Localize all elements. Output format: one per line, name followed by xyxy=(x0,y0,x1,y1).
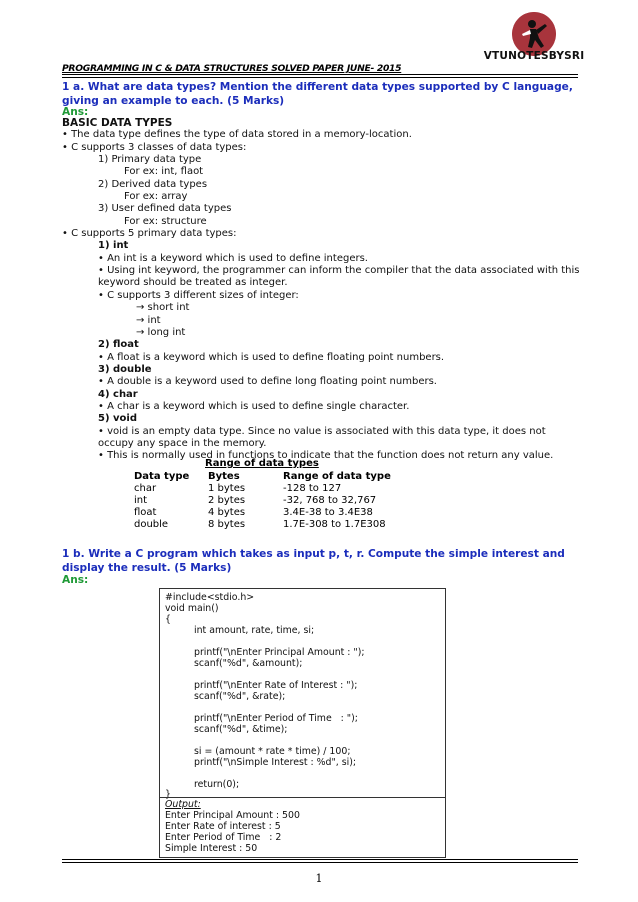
text-line: • C supports 3 different sizes of integer: xyxy=(98,289,299,301)
code-line: } xyxy=(165,789,171,800)
output-line: Simple Interest : 50 xyxy=(165,843,258,854)
table-cell: 4 bytes xyxy=(208,507,246,519)
text-line: • C supports 5 primary data types: xyxy=(62,228,237,240)
text-line: • C supports 3 classes of data types: xyxy=(62,141,247,153)
table-cell: 1 bytes xyxy=(208,482,246,494)
subheading-double: 3) double xyxy=(98,363,152,375)
text-line: • The data type defines the type of data stored in a memory-location. xyxy=(62,129,412,141)
table-cell: int xyxy=(134,494,148,506)
code-line: #include<stdio.h> xyxy=(165,592,255,603)
text-line: • Using int keyword, the programmer can inform the compiler that the data associated with this xyxy=(98,265,580,277)
output-line: Enter Period of Time : 2 xyxy=(165,832,282,843)
question-1a: 1 a. What are data types? Mention the different data types supported by C language, giving an example to each. (5 Marks) xyxy=(62,81,573,107)
answer-label-1b: Ans: xyxy=(62,574,89,586)
column-header: Range of data type xyxy=(283,470,391,482)
table-row xyxy=(134,482,423,494)
text-line: • A double is a keyword used to define long floating point numbers. xyxy=(98,376,437,388)
table-cell: 2 bytes xyxy=(208,494,246,506)
table-cell: float xyxy=(134,507,157,519)
text-line: • An int is a keyword which is used to define integers. xyxy=(98,252,368,264)
range-table xyxy=(134,470,423,531)
page-number: 1 xyxy=(315,872,323,885)
text-line: • void is an empty data type. Since no value is associated with this data type, it does not xyxy=(98,425,546,437)
text-line: For ex: structure xyxy=(124,215,207,227)
text-line: keyword should be treated as integer. xyxy=(98,277,288,289)
table-cell: 1.7E-308 to 1.7E308 xyxy=(283,519,386,531)
text-line: → int xyxy=(136,314,161,326)
text-line: → short int xyxy=(136,302,190,314)
code-line: printf("\nEnter Period of Time : "); xyxy=(194,713,358,724)
code-line: printf("\nSimple Interest : %d", si); xyxy=(194,757,357,768)
table-row xyxy=(134,519,423,531)
subheading-char: 4) char xyxy=(98,388,138,400)
output-label: Output: xyxy=(165,799,201,810)
text-line: 1) Primary data type xyxy=(98,154,202,166)
text-line: 2) Derived data types xyxy=(98,178,208,190)
code-listing xyxy=(159,588,446,858)
column-header: Data type xyxy=(134,470,190,482)
column-header: Bytes xyxy=(208,470,240,482)
code-line: int amount, rate, time, si; xyxy=(194,625,315,636)
answer-1a-body xyxy=(62,117,582,463)
header-divider-thin xyxy=(62,77,578,78)
code-line: void main() xyxy=(165,603,219,614)
code-line: printf("\nEnter Principal Amount : "); xyxy=(194,647,365,658)
footer-divider-thin xyxy=(62,862,578,863)
code-line: printf("\nEnter Rate of Interest : "); xyxy=(194,680,358,691)
code-line: { xyxy=(165,614,171,625)
question-1b: 1 b. Write a C program which takes as input p, t, r. Compute the simple interest and display the result. (5 Marks) xyxy=(62,548,565,574)
text-line: • This is normally used in functions to indicate that the function does not return any value. xyxy=(98,450,554,462)
answer-label-1a: Ans: xyxy=(62,106,89,118)
header-divider xyxy=(62,74,578,75)
footer-divider xyxy=(62,859,578,860)
table-cell: 8 bytes xyxy=(208,519,246,531)
output-line: Enter Principal Amount : 500 xyxy=(165,810,300,821)
text-line: → long int xyxy=(136,326,186,338)
brand-name: VTUNOTESBYSRI xyxy=(483,50,585,62)
table-cell: -32, 768 to 32,767 xyxy=(283,494,377,506)
table-cell: 3.4E-38 to 3.4E38 xyxy=(283,507,373,519)
table-cell: char xyxy=(134,482,157,494)
table-cell: -128 to 127 xyxy=(283,482,342,494)
table-row xyxy=(134,507,423,519)
text-line: • A float is a keyword which is used to define floating point numbers. xyxy=(98,351,445,363)
code-line: si = (amount * rate * time) / 100; xyxy=(194,746,351,757)
text-line: • A char is a keyword which is used to define single character. xyxy=(98,400,410,412)
text-line: occupy any space in the memory. xyxy=(98,437,267,449)
range-table-title: Range of data types xyxy=(205,458,319,469)
paper-title: PROGRAMMING IN C & DATA STRUCTURES SOLVED PAPER JUNE- 2015 xyxy=(62,63,402,74)
text-line: 3) User defined data types xyxy=(98,203,232,215)
table-row xyxy=(134,494,423,506)
text-line: For ex: int, flaot xyxy=(124,166,204,178)
text-line: For ex: array xyxy=(124,191,188,203)
output-divider xyxy=(160,797,445,798)
code-line: scanf("%d", &rate); xyxy=(194,691,286,702)
code-line: scanf("%d", &time); xyxy=(194,724,288,735)
code-line: return(0); xyxy=(194,779,240,790)
table-cell: double xyxy=(134,519,169,531)
code-line: scanf("%d", &amount); xyxy=(194,658,303,669)
subheading-float: 2) float xyxy=(98,339,139,351)
table-header-row xyxy=(134,470,423,482)
section-heading: BASIC DATA TYPES xyxy=(62,117,173,129)
subheading-int: 1) int xyxy=(98,240,129,252)
output-line: Enter Rate of interest : 5 xyxy=(165,821,281,832)
subheading-void: 5) void xyxy=(98,413,137,425)
